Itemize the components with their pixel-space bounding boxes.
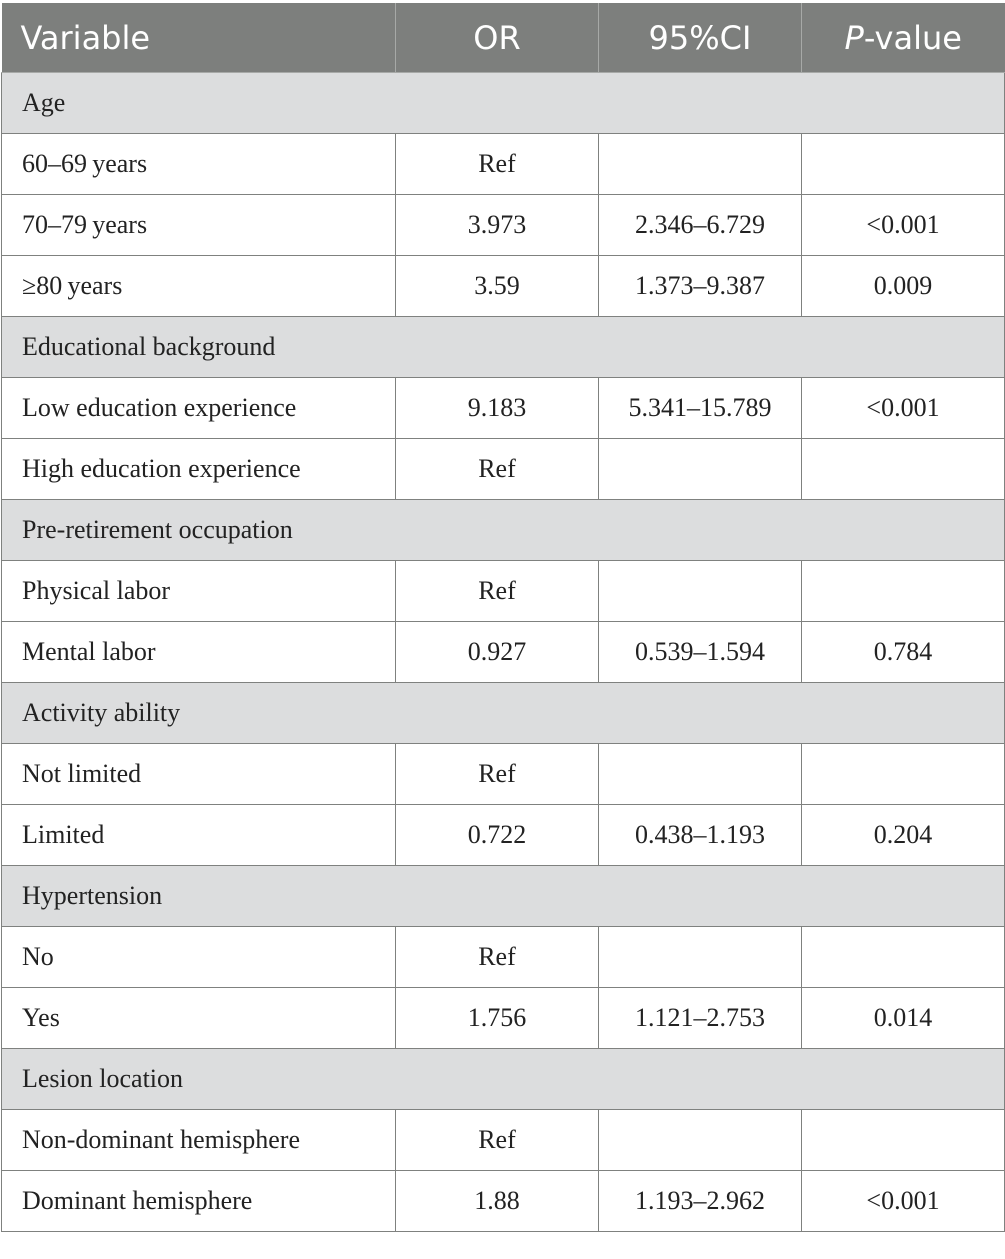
row-ci-cell bbox=[599, 134, 802, 195]
row-or-cell: 9.183 bbox=[396, 378, 599, 439]
table-row bbox=[2, 256, 1005, 317]
row-variable-cell: Mental labor bbox=[2, 622, 396, 683]
group-label: Hypertension bbox=[2, 866, 1005, 927]
regression-table bbox=[1, 3, 1005, 1232]
group-label: Lesion location bbox=[2, 1049, 1005, 1110]
row-or-cell: 3.59 bbox=[396, 256, 599, 317]
row-variable-cell: Not limited bbox=[2, 744, 396, 805]
row-or-cell: 1.88 bbox=[396, 1171, 599, 1232]
row-variable-cell: ≥80 years bbox=[2, 256, 396, 317]
row-p-value-cell bbox=[802, 744, 1005, 805]
group-row bbox=[2, 73, 1005, 134]
row-or-cell: Ref bbox=[396, 744, 599, 805]
group-label: Educational background bbox=[2, 317, 1005, 378]
row-or-cell: Ref bbox=[396, 1110, 599, 1171]
row-variable-cell: Physical labor bbox=[2, 561, 396, 622]
row-ci-cell: 0.438–1.193 bbox=[599, 805, 802, 866]
group-row bbox=[2, 1049, 1005, 1110]
header-p-suffix: -value bbox=[863, 18, 962, 57]
row-variable-cell: Non-dominant hemisphere bbox=[2, 1110, 396, 1171]
header-or: OR bbox=[396, 3, 599, 73]
row-p-value-cell: 0.784 bbox=[802, 622, 1005, 683]
row-p-value-cell: <0.001 bbox=[802, 1171, 1005, 1232]
row-ci-cell: 2.346–6.729 bbox=[599, 195, 802, 256]
row-ci-cell bbox=[599, 744, 802, 805]
row-variable-cell: Low education experience bbox=[2, 378, 396, 439]
table-row bbox=[2, 1171, 1005, 1232]
row-p-value-cell bbox=[802, 134, 1005, 195]
row-variable-cell: Limited bbox=[2, 805, 396, 866]
table-row bbox=[2, 1110, 1005, 1171]
row-or-cell: Ref bbox=[396, 134, 599, 195]
row-variable-cell: Yes bbox=[2, 988, 396, 1049]
table-row bbox=[2, 561, 1005, 622]
header-p-letter: P bbox=[844, 18, 864, 57]
group-label: Activity ability bbox=[2, 683, 1005, 744]
row-ci-cell: 1.121–2.753 bbox=[599, 988, 802, 1049]
row-ci-cell: 5.341–15.789 bbox=[599, 378, 802, 439]
group-row bbox=[2, 866, 1005, 927]
header-p-value bbox=[802, 3, 1005, 73]
row-p-value-cell: 0.014 bbox=[802, 988, 1005, 1049]
row-ci-cell bbox=[599, 561, 802, 622]
table-header bbox=[2, 3, 1005, 73]
table-row bbox=[2, 134, 1005, 195]
row-p-value-cell: <0.001 bbox=[802, 195, 1005, 256]
row-p-value-cell bbox=[802, 927, 1005, 988]
row-p-value-cell bbox=[802, 1110, 1005, 1171]
row-ci-cell bbox=[599, 439, 802, 500]
group-row bbox=[2, 500, 1005, 561]
row-variable-cell: Dominant hemisphere bbox=[2, 1171, 396, 1232]
row-ci-cell: 0.539–1.594 bbox=[599, 622, 802, 683]
table-row bbox=[2, 378, 1005, 439]
table-row bbox=[2, 927, 1005, 988]
row-variable-cell: 70–79 years bbox=[2, 195, 396, 256]
table-row bbox=[2, 988, 1005, 1049]
row-ci-cell: 1.373–9.387 bbox=[599, 256, 802, 317]
row-or-cell: Ref bbox=[396, 561, 599, 622]
row-or-cell: 0.722 bbox=[396, 805, 599, 866]
row-variable-cell: High education experience bbox=[2, 439, 396, 500]
row-or-cell: 1.756 bbox=[396, 988, 599, 1049]
row-p-value-cell: 0.009 bbox=[802, 256, 1005, 317]
row-or-cell: Ref bbox=[396, 439, 599, 500]
row-variable-cell: No bbox=[2, 927, 396, 988]
group-row bbox=[2, 683, 1005, 744]
header-ci: 95%CI bbox=[599, 3, 802, 73]
group-row bbox=[2, 317, 1005, 378]
row-or-cell: Ref bbox=[396, 927, 599, 988]
row-variable-cell: 60–69 years bbox=[2, 134, 396, 195]
row-p-value-cell bbox=[802, 561, 1005, 622]
row-or-cell: 3.973 bbox=[396, 195, 599, 256]
group-label: Pre-retirement occupation bbox=[2, 500, 1005, 561]
row-or-cell: 0.927 bbox=[396, 622, 599, 683]
table-row bbox=[2, 439, 1005, 500]
row-ci-cell bbox=[599, 1110, 802, 1171]
row-p-value-cell: <0.001 bbox=[802, 378, 1005, 439]
table-row bbox=[2, 744, 1005, 805]
header-variable: Variable bbox=[2, 3, 396, 73]
table-row bbox=[2, 195, 1005, 256]
table-row bbox=[2, 622, 1005, 683]
row-ci-cell bbox=[599, 927, 802, 988]
row-p-value-cell: 0.204 bbox=[802, 805, 1005, 866]
table-row bbox=[2, 805, 1005, 866]
header-row bbox=[2, 3, 1005, 73]
table-body bbox=[2, 73, 1005, 1232]
row-ci-cell: 1.193–2.962 bbox=[599, 1171, 802, 1232]
row-p-value-cell bbox=[802, 439, 1005, 500]
group-label: Age bbox=[2, 73, 1005, 134]
